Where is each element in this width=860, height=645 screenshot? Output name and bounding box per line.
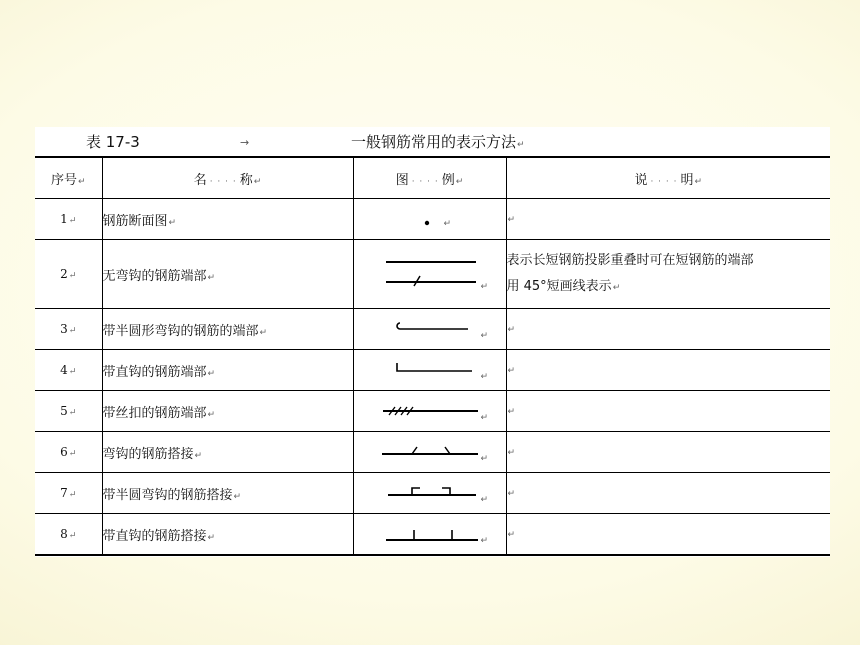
row-name: 带直钩的钢筋搭接↵ bbox=[102, 514, 353, 556]
table-title: 一般钢筋常用的表示方法↵ bbox=[351, 133, 525, 151]
rebar-symbol-table bbox=[35, 156, 830, 556]
table-row bbox=[35, 350, 830, 391]
row-description: 表示长短钢筋投影重叠时可在短钢筋的端部 用 45°短画线表示↵ bbox=[506, 240, 830, 309]
symbol-lap-semicircular-hook: ↵ bbox=[353, 473, 506, 514]
row-description: ↵ bbox=[506, 309, 830, 350]
lap-bent-hook-symbol bbox=[354, 432, 507, 472]
end-threaded-symbol bbox=[354, 391, 507, 431]
lap-semicircular-hook-symbol bbox=[354, 473, 507, 513]
row-description: ↵ bbox=[506, 350, 830, 391]
symbol-end-semicircular-hook: ↵ bbox=[353, 309, 506, 350]
row-name: 带半圆形弯钩的钢筋的端部↵ bbox=[102, 309, 353, 350]
row-description: ↵ bbox=[506, 432, 830, 473]
table-row bbox=[35, 473, 830, 514]
table-row bbox=[35, 514, 830, 556]
row-name: 带直钩的钢筋端部↵ bbox=[102, 350, 353, 391]
table-row bbox=[35, 240, 830, 309]
row-index: 2↵ bbox=[35, 240, 102, 309]
symbol-end-straight-hook: ↵ bbox=[353, 350, 506, 391]
symbol-lap-straight-hook: ↵ bbox=[353, 514, 506, 556]
row-name: 无弯钩的钢筋端部↵ bbox=[102, 240, 353, 309]
row-index: 6↵ bbox=[35, 432, 102, 473]
row-description: ↵ bbox=[506, 391, 830, 432]
end-straight-hook-symbol bbox=[354, 350, 507, 390]
row-description: ↵ bbox=[506, 514, 830, 556]
document-page bbox=[35, 127, 830, 557]
table-header-row bbox=[35, 157, 830, 199]
row-index: 8↵ bbox=[35, 514, 102, 556]
row-index: 3↵ bbox=[35, 309, 102, 350]
header-index: 序号↵ bbox=[35, 157, 102, 199]
table-row bbox=[35, 391, 830, 432]
symbol-lap-bent-hook: ↵ bbox=[353, 432, 506, 473]
row-description: ↵ bbox=[506, 199, 830, 240]
table-row bbox=[35, 309, 830, 350]
row-name: 带半圆弯钩的钢筋搭接↵ bbox=[102, 473, 353, 514]
row-index: 1↵ bbox=[35, 199, 102, 240]
tab-arrow-mark: → bbox=[240, 136, 250, 149]
header-example: 图 · · · · 例↵ bbox=[353, 157, 506, 199]
table-row bbox=[35, 199, 830, 240]
row-index: 5↵ bbox=[35, 391, 102, 432]
symbol-bar-section: ↵ bbox=[353, 199, 506, 240]
table-row bbox=[35, 432, 830, 473]
bar-section-dot-symbol bbox=[354, 199, 507, 239]
end-semicircular-hook-symbol bbox=[354, 309, 507, 349]
symbol-end-no-hook: ↵ bbox=[353, 240, 506, 309]
row-index: 4↵ bbox=[35, 350, 102, 391]
row-description: ↵ bbox=[506, 473, 830, 514]
end-no-hook-symbol bbox=[354, 240, 507, 308]
table-caption bbox=[35, 127, 830, 156]
lap-straight-hook-symbol bbox=[354, 514, 507, 554]
table-number: 表 17-3 bbox=[86, 133, 140, 151]
row-name: 带丝扣的钢筋端部↵ bbox=[102, 391, 353, 432]
header-name: 名 · · · · 称↵ bbox=[102, 157, 353, 199]
row-name: 钢筋断面图↵ bbox=[102, 199, 353, 240]
row-index: 7↵ bbox=[35, 473, 102, 514]
header-description: 说 · · · · 明↵ bbox=[506, 157, 830, 199]
row-name: 弯钩的钢筋搭接↵ bbox=[102, 432, 353, 473]
symbol-end-threaded: ↵ bbox=[353, 391, 506, 432]
